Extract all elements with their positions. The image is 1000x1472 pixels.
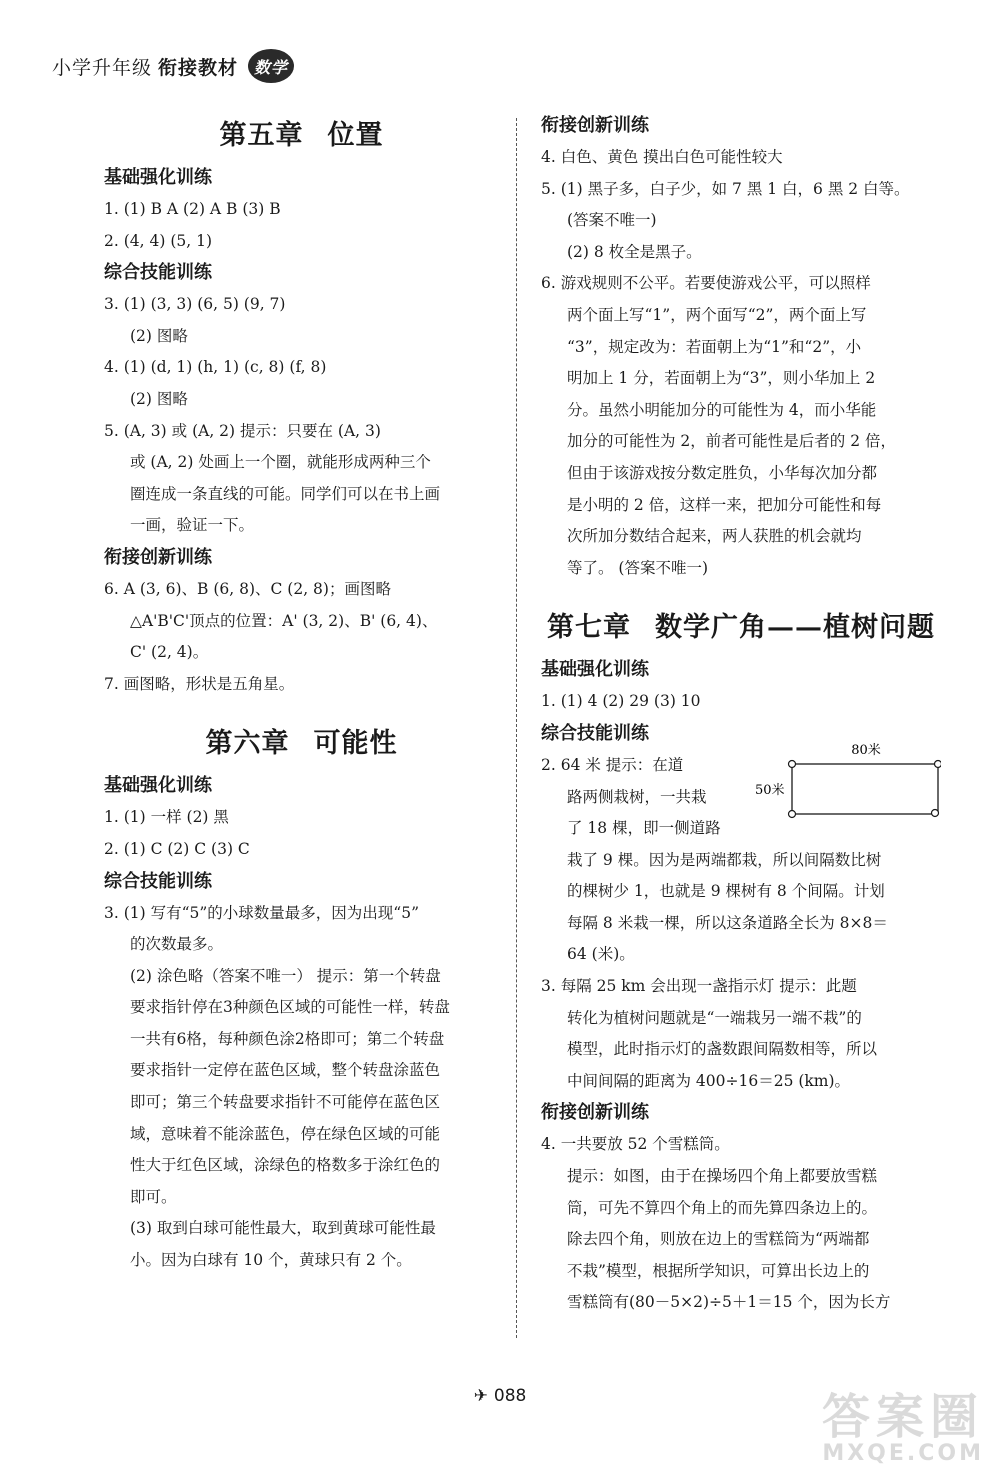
answer-line: 4. 一共要放 52 个雪糕筒。 — [541, 1135, 730, 1154]
corner-marker — [932, 809, 939, 816]
answer-line: C' (2, 4)。 — [130, 643, 209, 662]
answer-line: 7. 画图略，形状是五角星。 — [104, 674, 295, 693]
diagram-left-label: 50米 — [755, 782, 785, 798]
answer-line: 等了。 (答案不唯一) — [567, 558, 709, 577]
answer-line: 除去四个角，则放在边上的雪糕筒为“两端都 — [567, 1230, 870, 1249]
answer-line: 是小明的 2 倍，这样一来，把加分可能性和每 — [567, 495, 882, 514]
answer-line: 3. (1) 写有“5”的小球数量最多，因为出现“5” — [104, 903, 420, 922]
corner-marker — [789, 760, 796, 767]
answer-line: 即可；第三个转盘要求指针不可能停在蓝色区 — [130, 1093, 441, 1112]
answer-line: 路两侧栽树，一共栽 — [567, 787, 707, 806]
answer-line: 筒，可先不算四个角上的而先算四条边上的。 — [567, 1198, 878, 1217]
answer-line: 了 18 棵，即一侧道路 — [567, 819, 721, 838]
answer-line: 5. (A, 3) 或 (A, 2) 提示：只要在 (A, 3) — [104, 421, 381, 440]
section-heading: 综合技能训练 — [104, 262, 212, 284]
answer-line: 但由于该游戏按分数定胜负，小华每次加分都 — [567, 463, 878, 482]
answer-line: 圈连成一条直线的可能。同学们可以在书上画 — [130, 484, 441, 503]
answer-line: 64 (米)。 — [567, 945, 635, 964]
answer-line: 雪糕筒有(80－5×2)÷5＋1＝15 个，因为长方 — [567, 1293, 891, 1312]
answer-line: (2) 图略 — [130, 326, 188, 345]
series-label: 小学升年级 — [52, 56, 153, 79]
column-divider — [516, 118, 517, 1338]
answer-line: 2. (1) C (2) C (3) C — [104, 839, 250, 858]
answer-line: 2. 64 米 提示：在道 — [541, 755, 684, 774]
answer-line: 5. (1) 黑子多，白子少，如 7 黑 1 白，6 黑 2 白等。 — [541, 179, 910, 198]
answer-line: 明加上 1 分，若面朝上为“3”，则小华加上 2 — [567, 369, 876, 388]
section-heading: 衔接创新训练 — [541, 1102, 649, 1124]
answer-line: 1. (1) 4 (2) 29 (3) 10 — [541, 692, 701, 711]
field-rectangle — [792, 764, 938, 814]
answer-line: 6. A (3, 6)、B (6, 8)、C (2, 8)；画图略 — [104, 579, 391, 598]
answer-line: 3. 每隔 25 km 会出现一盏指示灯 提示：此题 — [541, 977, 857, 996]
section-heading: 衔接创新训练 — [104, 546, 212, 568]
answer-line: (2) 8 枚全是黑子。 — [567, 242, 702, 261]
left-column — [104, 110, 499, 1277]
chapter-number: 第五章 — [219, 120, 304, 151]
answer-line: 不栽”模型，根据所学知识，可算出长边上的 — [567, 1261, 870, 1280]
answer-line: 即可。 — [130, 1187, 177, 1206]
answer-line: “3”，规定改为：若面朝上为“1”和“2”，小 — [567, 337, 862, 356]
answer-line: 栽了 9 棵。因为是两端都栽，所以间隔数比树 — [567, 850, 882, 869]
chapter-7-heading — [541, 608, 941, 648]
chapter-title: 位置 — [327, 120, 384, 151]
answer-line: 或 (A, 2) 处画上一个圈，就能形成两种三个 — [130, 453, 431, 472]
answer-line: 1. (1) 一样 (2) 黑 — [104, 808, 229, 827]
answer-line: 每隔 8 米栽一棵，所以这条道路全长为 8×8＝ — [567, 913, 888, 932]
chapter-number: 第六章 — [205, 728, 290, 760]
answer-line: 要求指针一定停在蓝色区域，整个转盘涂蓝色 — [130, 1061, 441, 1080]
answer-line: 6. 游戏规则不公平。若要使游戏公平，可以照样 — [541, 274, 871, 293]
answer-line: 4. 白色、黄色 摸出白色可能性较大 — [541, 148, 783, 166]
answer-line: 加分的可能性为 2，前者可能性是后者的 2 倍， — [567, 432, 897, 451]
answer-line: 域，意味着不能涂蓝色，停在绿色区域的可能 — [130, 1124, 441, 1143]
section-heading: 综合技能训练 — [104, 870, 212, 892]
answer-line: (2) 图略 — [130, 389, 188, 408]
site-watermark — [821, 1389, 984, 1466]
page-number: 088 — [493, 1386, 527, 1406]
answer-line: 3. (1) (3, 3) (6, 5) (9, 7) — [104, 295, 286, 314]
corner-marker — [789, 810, 796, 817]
book-title: 衔接教材 — [158, 56, 239, 79]
book-header — [52, 48, 294, 84]
watermark-url: MXQE.COM — [822, 1441, 984, 1466]
answer-line: 中间间隔的距离为 400÷16＝25 (km)。 — [567, 1071, 851, 1090]
answer-line: 要求指针停在3种颜色区域的可能性一样，转盘 — [130, 998, 450, 1017]
answer-line: (3) 取到白球可能性最大，取到黄球可能性最 — [130, 1219, 436, 1238]
section-heading: 综合技能训练 — [541, 722, 649, 744]
chapter-title: 数学广角——植树问题 — [655, 612, 935, 644]
answer-line: 2. (4, 4) (5, 1) — [104, 231, 212, 250]
answer-line: 模型，此时指示灯的盏数跟间隔数相等，所以 — [567, 1040, 878, 1059]
answer-line: △A'B'C'顶点的位置：A' (3, 2)、B' (6, 4)、 — [130, 611, 438, 630]
right-column — [541, 110, 941, 1319]
rectangle-diagram — [745, 740, 941, 820]
section-heading: 衔接创新训练 — [541, 115, 649, 136]
chapter-number: 第七章 — [547, 612, 631, 644]
answer-line: 性大于红色区域，涂绿色的格数多于涂红色的 — [130, 1156, 441, 1175]
section-heading: 基础强化训练 — [541, 659, 649, 681]
answer-line: 分。虽然小明能加分的可能性为 4，而小华能 — [567, 400, 877, 419]
answer-line: 提示：如图，由于在操场四个角上都要放雪糕 — [567, 1167, 878, 1186]
subject-badge: 数学 — [248, 49, 294, 83]
chapter-title: 可能性 — [313, 728, 398, 760]
answer-line: 两个面上写“1”，两个面写“2”，两个面上写 — [567, 305, 867, 324]
answer-line: 小。因为白球有 10 个，黄球只有 2 个。 — [130, 1251, 412, 1270]
answer-line: 一画，验证一下。 — [130, 516, 255, 535]
corner-marker — [935, 760, 942, 767]
watermark-text: 答案圈 — [821, 1389, 984, 1445]
section-heading: 基础强化训练 — [104, 775, 212, 797]
answer-line: 次所加分数结合起来，两人获胜的机会就均 — [567, 527, 862, 546]
bird-icon: ✈ — [473, 1386, 488, 1406]
answer-line: 的次数最多。 — [130, 935, 224, 954]
answer-line: 转化为植树问题就是“一端栽另一端不栽”的 — [567, 1008, 862, 1027]
answer-line: 的棵树少 1，也就是 9 棵树有 8 个间隔。计划 — [567, 882, 885, 901]
diagram-top-label: 80米 — [851, 742, 881, 758]
answer-line: 4. (1) (d, 1) (h, 1) (c, 8) (f, 8) — [104, 358, 327, 377]
section-heading: 基础强化训练 — [104, 167, 212, 188]
answer-line: (2) 涂色略（答案不唯一） 提示：第一个转盘 — [130, 966, 441, 985]
answer-line: 一共有6格，每种颜色涂2格即可；第二个转盘 — [130, 1029, 445, 1048]
answer-line: 1. (1) B A (2) A B (3) B — [104, 200, 281, 218]
chapter-6-heading — [104, 724, 499, 764]
chapter-5-heading — [104, 116, 499, 156]
answer-line: (答案不唯一) — [567, 211, 657, 230]
